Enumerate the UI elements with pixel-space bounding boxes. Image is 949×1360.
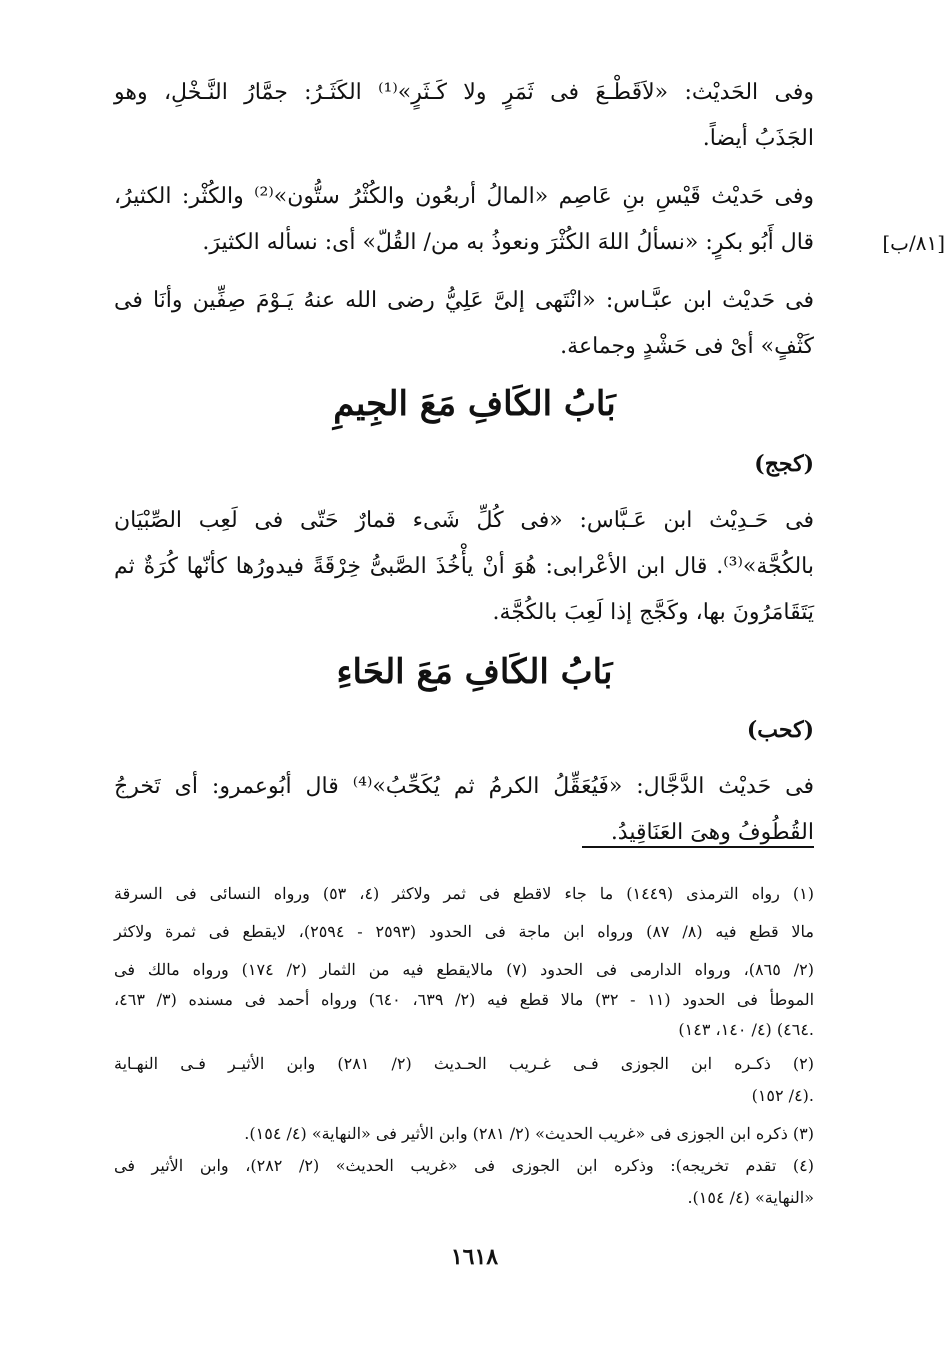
footnote-line: (١) رواه الترمذى (١٤٤٩) ما جاء لاقطع فى ثمر ولاكثر (٤، ٥٣) ورواه النسائى فى السرقة: [114, 884, 814, 903]
footnote-line: «النهاية» (٤/ ١٥٤).: [687, 1188, 814, 1207]
body-line: كَثْفٍ» أىْ فى حَشْدٍ وجماعة.: [560, 334, 814, 359]
footnote-line: (٢/ ٨٦٥)، ورواه الدارمى فى الحدود (٧) مالايقطع فيه من الثمار (٢/ ١٧٤) ورواه مالك فى: [114, 960, 814, 979]
footnote-line: (٤) تقدم تخريجه): وذكره ابن الجوزى فى «غريب الحديث» (٢/ ٢٨٢)، وابن الأثير فى: [114, 1156, 814, 1175]
chapter-heading: بَابُ الكَافِ مَعَ الجِيمِ: [333, 384, 616, 424]
footnote-line: (٤/ ١٥٢).: [751, 1086, 814, 1105]
body-line: وفى حَديْث قَيْسِ بنِ عَاصِم «المالُ أربعُون والكُثْرُ ستُّون»⁽²⁾ والكُثْر: الكثيرُ،: [114, 184, 814, 209]
footnote-line: ٤٦٤) (٤/ ١٤٠، ١٤٣).: [678, 1020, 814, 1039]
body-line: القُطُوفُ وهىَ العَنَاقِيدُ.: [610, 820, 814, 845]
footnote-line: مالا قطع فيه (٨/ ٨٧) ورواه ابن ماجة فى الحدود (٢٥٩٣ - ٢٥٩٤)، لايقطع فى ثمرة ولاكثر: [114, 922, 814, 941]
footnote-line: الموطأ فى الحدود (١١ - ٣٢) مالا قطع فيه (٢/ ٦٣٩، ٦٤٠) ورواه أحمد فى مسنده (٣/ ٤٦٣،: [114, 990, 815, 1009]
body-line: فى حَديْث ابن عبَّـاس: «انْتَهى إلىَّ عَلِيُّ رضى الله عنهُ يَـوْمَ صِفِّين وأنَا فى: [114, 288, 814, 313]
body-line: بالكُجَّة»⁽³⁾. قال ابن الأعْرابى: هُوَ أنْ يأْخُذَ الصَّبىُّ خِرْقَةً فيدورُها كأنّها كُرَةٌ ثم: [114, 554, 814, 579]
footnote-line: (٢) ذكـره ابن الجوزى فـى غـريب الحـديث (٢/ ٢٨١) وابن الأثيـر فـى النهـاية: [114, 1054, 815, 1073]
body-line: فى حَـدِيْث ابن عَـبَّاس: «فى كُلِّ شَىء قمارٌ حَتّى فى لَعِب الصِّبْيَان: [114, 508, 814, 533]
body-line: وفى الحَديْث: «لاَقَطْـعَ فى ثَمَرٍ ولا كَـثَرٍ»⁽¹⁾ الكَثَـرُ: جمَّارُ النَّـخْلِ، وهو: [114, 80, 814, 105]
body-line: يَتَقَامَرُونَ بها، وكَجَّج إذا لَعِبَ بالكُجَّة.: [492, 600, 814, 625]
entry-heading: (كحب): [746, 717, 814, 743]
entry-heading: (كجج): [754, 451, 814, 477]
body-line: فى حَديْث الدَّجَّال: «فَيُعَقِّلُ الكرمُ ثم يُكَحِّبُ»⁽⁴⁾ قال أبُوعمرو: أى تَخرجُ: [114, 774, 814, 799]
folio-marker: [٨١/ب]: [882, 231, 945, 255]
chapter-heading: بَابُ الكَافِ مَعَ الحَاءِ: [336, 652, 613, 692]
body-line: قال أَبُو بكرٍ: «نسألُ اللهَ الكُثْرَ ونعوذُ به من/ القُلّ» أى: نسأله الكثيرَ.: [202, 230, 814, 255]
page-number: ١٦١٨: [450, 1244, 499, 1270]
body-line: الجَذَبُ أيضاً.: [702, 126, 814, 151]
footnote-line: (٣) ذكره ابن الجوزى فى «غريب الحديث» (٢/ ٢٨١) وابن الأثير فى «النهاية» (٤/ ١٥٤).: [244, 1124, 814, 1143]
footnote-separator: [582, 846, 814, 848]
